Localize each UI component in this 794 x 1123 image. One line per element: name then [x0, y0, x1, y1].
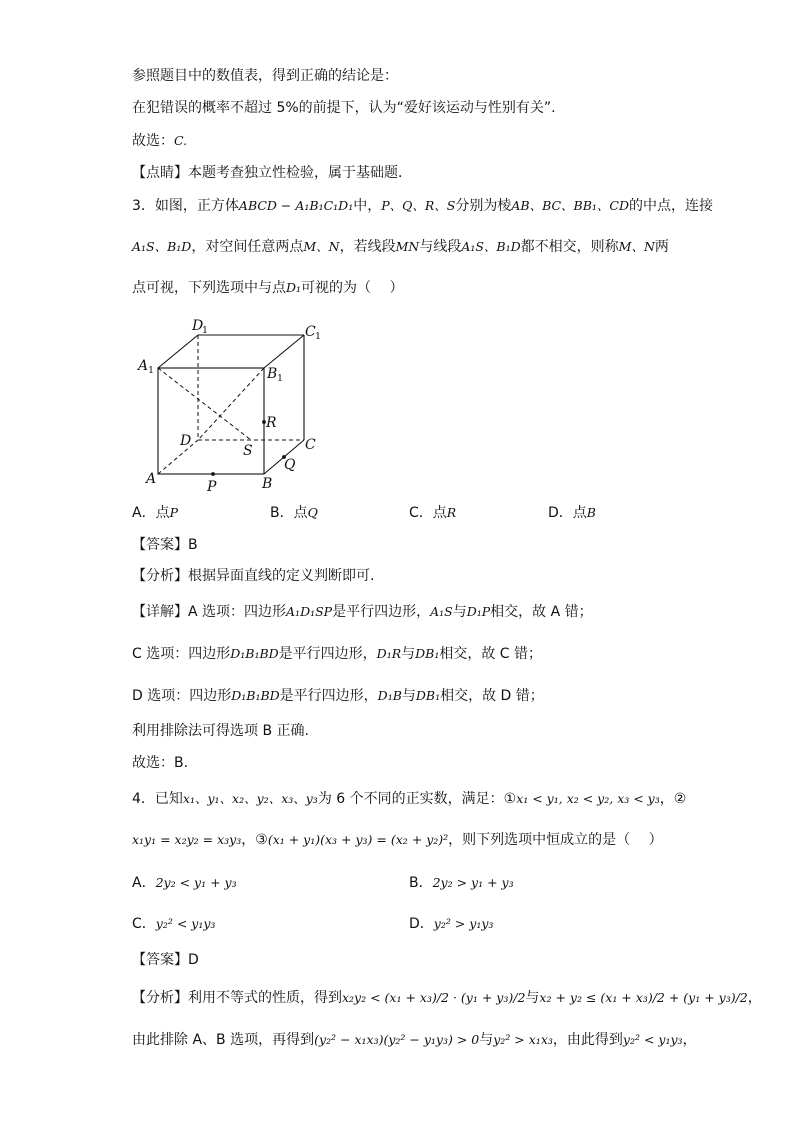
math-text: x₁ < y₁, x₂ < y₂, x₃ < y₃: [516, 791, 660, 806]
line-text: 参照题目中的数值表，得到正确的结论是：: [132, 68, 398, 84]
math-text: x₁、y₁、x₂、y₂、x₃、y₃: [182, 791, 318, 806]
point-p-dot: [211, 472, 215, 476]
math-text: M、N: [618, 239, 655, 254]
line-text: 利用排除法可得选项 B 正确.: [132, 723, 309, 739]
line-text: 相交，故 D 错；: [440, 688, 544, 704]
label-c1-subscript: 1: [315, 331, 322, 342]
line-text: 与: [452, 604, 467, 620]
math-text: B: [586, 505, 596, 520]
line-text: 点可视，下列选项中与点: [132, 280, 286, 296]
line-text: 相交，故 C 错；: [439, 646, 543, 662]
label-b1-subscript: 1: [277, 373, 284, 384]
label-a1: A: [138, 358, 149, 374]
detail-line: [132, 686, 544, 706]
option-label: C．点: [409, 505, 447, 521]
label-d1-subscript: 1: [202, 325, 209, 336]
option-label: B．点: [270, 505, 308, 521]
line-text: 两: [654, 239, 669, 255]
analysis-line: [132, 566, 374, 586]
answer-line: [132, 950, 199, 970]
label-r: R: [266, 415, 277, 431]
line-text: 与: [401, 646, 416, 662]
math-text: P、Q、R、S: [381, 198, 456, 213]
line-text: 【分析】利用不等式的性质，得到: [132, 990, 342, 1006]
math-text: D₁: [286, 280, 302, 295]
math-text: M、N: [303, 239, 340, 254]
line-text: 在犯错误的概率不超过 5%的前提下，认为“爱好该运动与性别有关”.: [132, 100, 556, 116]
option-b: [270, 503, 318, 523]
line-text: 由此排除 A、B 选项，再得到: [132, 1032, 315, 1048]
option-b: [409, 873, 514, 893]
question-4-stem: [132, 830, 663, 850]
line-text: ，则下列选项中恒成立的是（ ）: [448, 832, 663, 848]
math-text: D₁B₁BD: [230, 646, 279, 661]
option-label: C．: [132, 916, 156, 932]
label-a1-subscript: 1: [148, 365, 155, 376]
line-text: ，: [682, 1032, 697, 1048]
detail-line: [132, 644, 542, 664]
line-text: 是平行四边形，: [332, 604, 431, 620]
line-text: ，: [747, 990, 762, 1006]
line-text: 【点睛】本题考查独立性检验，属于基础题．: [132, 165, 412, 181]
line-text: D 选项：四边形: [132, 688, 232, 704]
line-text: 是平行四边形，: [278, 646, 377, 662]
math-text: D₁P: [466, 604, 491, 619]
line-text: ，对空间任意两点: [191, 239, 304, 255]
text-line: [132, 98, 556, 118]
math-text: C.: [174, 133, 188, 148]
math-text: A₁S、B₁D: [461, 239, 521, 254]
line-text: 与线段: [419, 239, 462, 255]
line-text: 故选：B.: [132, 755, 189, 771]
line-text: 故选：: [132, 133, 174, 149]
line-text: C 选项：四边形: [132, 646, 231, 662]
math-text: Q: [307, 505, 318, 520]
option-a: [132, 873, 237, 893]
line-text: 3．如图，正方体: [132, 198, 239, 214]
label-s: S: [243, 443, 253, 459]
option-a: [132, 503, 178, 523]
hidden-edge-ad: [158, 440, 198, 474]
math-text: MN: [395, 239, 420, 254]
math-text: y₂² > y₁y₃: [433, 916, 494, 931]
math-text: y₂² < y₁y₃: [155, 916, 216, 931]
label-c: C: [305, 437, 316, 453]
line-text: 与: [525, 990, 540, 1006]
option-label: D．: [409, 916, 434, 932]
math-text: D₁R: [376, 646, 402, 661]
cube-edge-b1c1: [264, 335, 304, 368]
line-text: 可视的为（ ）: [301, 280, 404, 296]
detail-line: [132, 721, 309, 741]
line-text: 与: [401, 688, 416, 704]
math-text: x₂y₂ < (x₁ + x₃)/2 · (y₁ + y₃)/2: [342, 990, 526, 1005]
option-label: A．点: [132, 505, 170, 521]
line-text: 相交，故 A 错；: [490, 604, 593, 620]
math-text: ABCD − A₁B₁C₁D₁: [238, 198, 354, 213]
label-d1: D: [192, 318, 204, 334]
analysis-line: [132, 1030, 697, 1050]
question-4-stem: [132, 789, 686, 809]
option-c: [132, 914, 215, 934]
question-3-stem: [132, 278, 404, 298]
line-text: 4．已知: [132, 791, 183, 807]
cube-figure: [136, 312, 336, 497]
math-text: y₂² > x₁x₃: [493, 1032, 553, 1047]
option-label: B．: [409, 875, 433, 891]
option-c: [409, 503, 456, 523]
line-text: 为 6 个不同的正实数，满足：①: [317, 791, 517, 807]
line-text: 【详解】A 选项：四边形: [132, 604, 287, 620]
cube-edge-a1d1: [158, 335, 198, 368]
line-text: 是平行四边形，: [279, 688, 378, 704]
math-text: A₁D₁SP: [286, 604, 333, 619]
math-text: DB₁: [415, 688, 441, 703]
line-text: ，③: [241, 832, 268, 848]
line-text: 中，: [353, 198, 382, 214]
math-text: D₁B₁BD: [231, 688, 280, 703]
label-d: D: [180, 433, 192, 449]
label-b1: B: [267, 366, 278, 382]
question-3-stem: [132, 196, 713, 216]
option-d: [548, 503, 596, 523]
label-p: P: [207, 479, 217, 495]
analysis-line: [132, 988, 762, 1008]
option-label: A．: [132, 875, 156, 891]
segment-a1s: [158, 368, 251, 440]
label-c1: C: [305, 324, 316, 340]
line-text: ，由此得到: [552, 1032, 623, 1048]
detail-line: [132, 753, 188, 773]
math-text: x₂ + y₂ ≤ (x₁ + x₃)/2 + (y₁ + y₃)/2: [539, 990, 748, 1005]
math-text: A₁S: [430, 604, 453, 619]
math-text: P: [169, 505, 178, 520]
line-text: 的中点，连接: [629, 198, 714, 214]
line-text: 【答案】B: [132, 537, 198, 553]
math-text: y₂² < y₁y₃: [622, 1032, 683, 1047]
line-text: 【分析】根据异面直线的定义判断即可.: [132, 568, 375, 584]
note-line: [132, 163, 412, 183]
label-q: Q: [284, 457, 296, 473]
math-text: x₁y₁ = x₂y₂ = x₃y₃: [132, 832, 242, 847]
math-text: A₁S、B₁D: [132, 239, 192, 254]
answer-line: [132, 535, 198, 555]
line-text: 【答案】D: [132, 952, 199, 968]
detail-line: [132, 602, 593, 622]
math-text: D₁B: [377, 688, 402, 703]
math-text: R: [446, 505, 457, 520]
math-text: (x₁ + y₁)(x₃ + y₃) = (x₂ + y₂)²: [267, 832, 449, 847]
option-d: [409, 914, 493, 934]
math-text: 2y₂ < y₁ + y₃: [155, 875, 237, 890]
option-label: D．点: [548, 505, 587, 521]
label-b: B: [262, 476, 273, 492]
text-line: [132, 131, 187, 151]
label-a: A: [146, 471, 157, 487]
line-text: ，若线段: [339, 239, 396, 255]
segment-b1d: [198, 368, 264, 440]
question-3-stem: [132, 237, 669, 257]
math-text: (y₂² − x₁x₃)(y₂² − y₁y₃) > 0: [314, 1032, 480, 1047]
line-text: 与: [479, 1032, 494, 1048]
text-line: [132, 66, 398, 86]
math-text: 2y₂ > y₁ + y₃: [432, 875, 514, 890]
line-text: ，②: [659, 791, 687, 807]
math-text: AB、BC、BB₁、CD: [511, 198, 630, 213]
math-text: DB₁: [415, 646, 440, 661]
line-text: 都不相交，则称: [520, 239, 619, 255]
line-text: 分别为棱: [455, 198, 512, 214]
